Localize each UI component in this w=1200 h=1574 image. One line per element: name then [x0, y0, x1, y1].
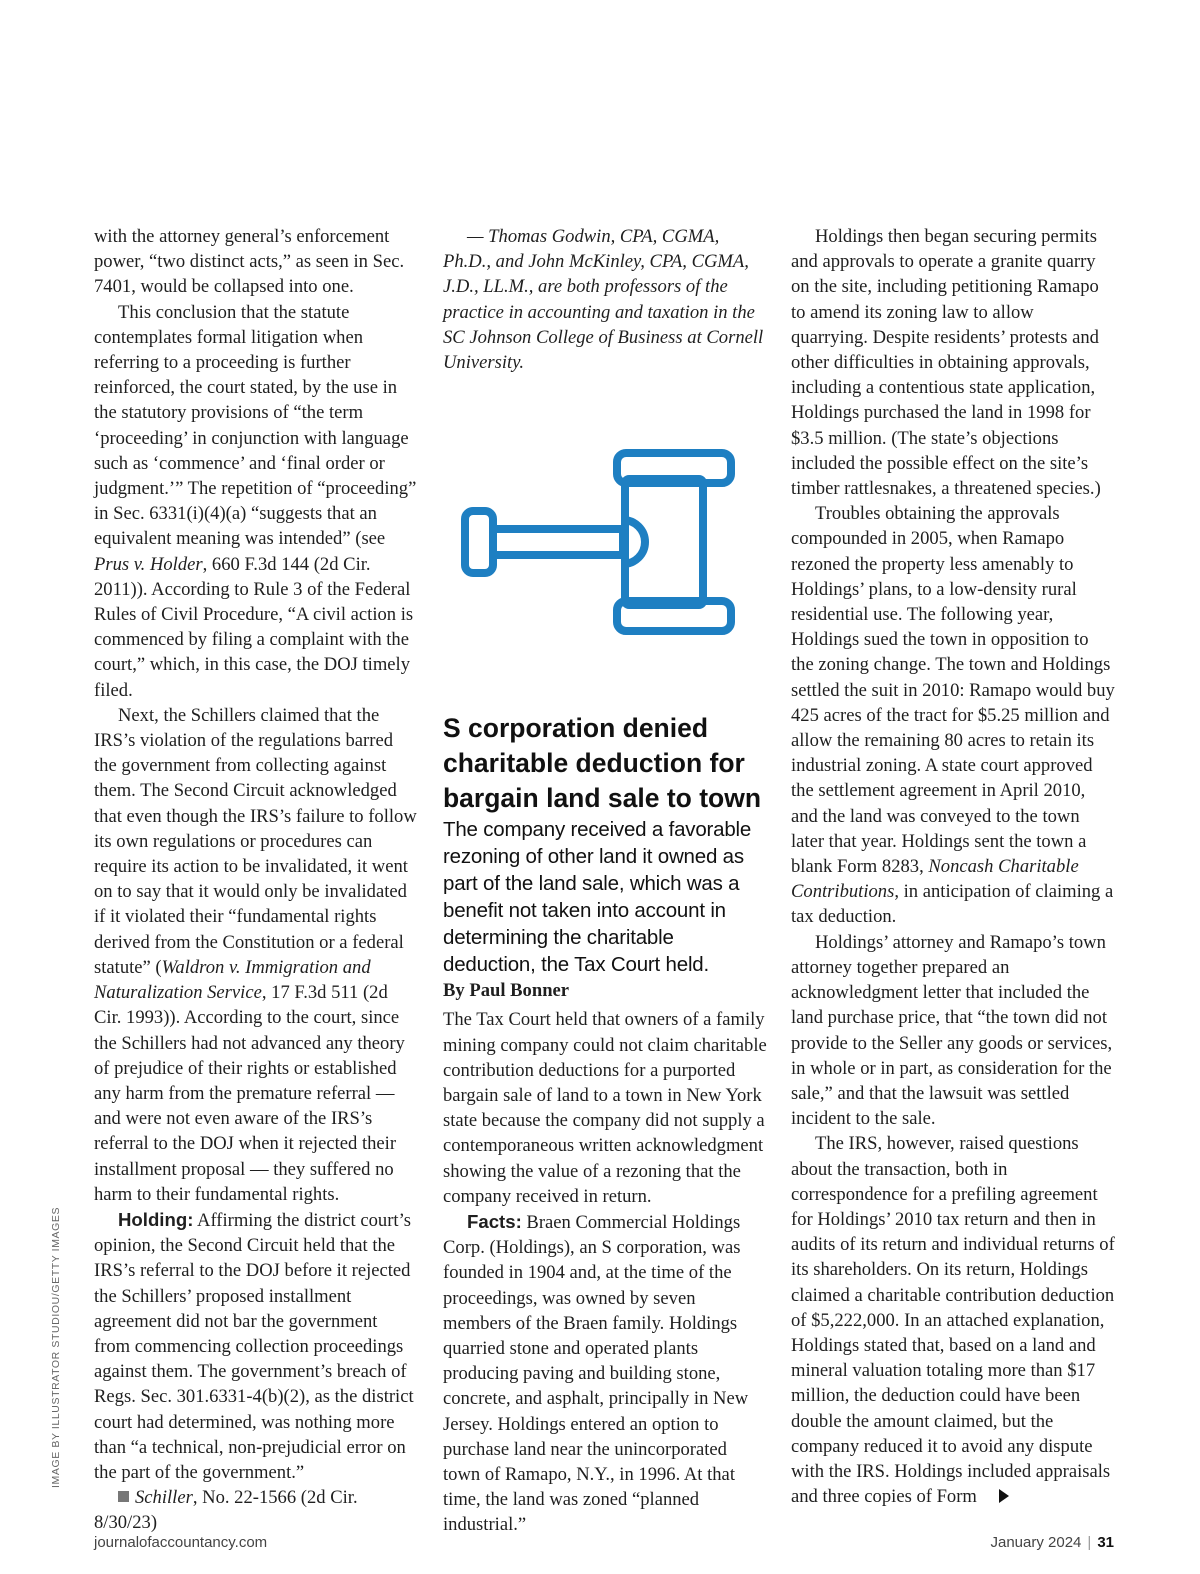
page-number: 31: [1097, 1534, 1114, 1551]
col1-paragraph-1: with the attorney general’s enforcement power, “two distinct acts,” as seen in Sec. 7401, would be collapsed into one.: [94, 226, 405, 298]
gavel-icon: [451, 447, 751, 647]
case-name-prus: Prus v. Holder: [94, 553, 203, 575]
facts-label: Facts:: [467, 1211, 522, 1233]
column-2: [443, 224, 767, 1538]
article-deck: The company received a favorable rezoning of other land it owned as part of the land sale, which was a benefit not taken into account in determining the charitable deduction, the Tax Court held.: [443, 818, 752, 977]
holding-label: Holding:: [118, 1208, 194, 1230]
col3-paragraph-2: Troubles obtaining the approvals compounded in 2005, when Ramapo rezoned the property less amenably to Holdings’ plans, to a low-density rural residential use. The following year, Holdings sued the town in opposition to the zoning change. The town and Holdings settled the suit in 2010: Ramapo would buy 425 acres of the tract for $5.25 million and allow the remaining 80 acres to retain its industrial zoning. A state court approved the settlement agreement in April 2010, and the land was conveyed to the town later that year. Holdings sent the town a blank Form 8283, Noncash Charitable Contributions, in anticipation of claiming a tax deduction.: [791, 503, 1115, 928]
col1-paragraph-2: This conclusion that the statute contemplates formal litigation when referring to a proceeding is further reinforced, the court stated, by the use in the statutory provisions of “the term ‘proceeding’ in conjunction with language such as ‘commence’ and ‘final order or judgment.’” The repetition of “proceeding” in Sec. 6331(i)(4)(a) “suggests that an equivalent meaning was intended” (see Prus v. Holder, 660 F.3d 144 (2d Cir. 2011)). According to Rule 3 of the Federal Rules of Civil Procedure, “A civil action is commenced by filing a complaint with the court,” which, in this case, the DOJ timely filed.: [94, 301, 417, 701]
col1-paragraph-3: Next, the Schillers claimed that the IRS’s violation of the regulations barred the government from collecting against them. The Second Circuit acknowledged that even though the IRS’s failure to follow its own regulations or procedures can require its action to be invalidated, it went on to say that it would only be invalidated if it violated their “fundamental rights derived from the Constitution or a federal statute” (Waldron v. Immigration and Naturalization Service, 17 F.3d 511 (2d Cir. 1993)). According to the court, since the Schillers had not advanced any theory of prejudice of their rights or established any harm from the premature referral — and were not even aware of the IRS’s referral to the DOJ when it rejected their installment proposal — they suffered no harm to their fundamental rights.: [94, 704, 417, 1205]
col3-paragraph-3: Holdings’ attorney and Ramapo’s town attorney together prepared an acknowledgment letter that included the land purchase price, that “the town did not provide to the Seller any goods or services, in whole or in part, as consideration for the sale,” and that the lawsuit was settled incident to the sale.: [791, 931, 1113, 1130]
continue-arrow-icon: [999, 1489, 1009, 1503]
image-credit: IMAGE BY ILLUSTRATOR STUDIOU/GETTY IMAGES: [50, 1206, 62, 1488]
case-name-schiller: Schiller: [135, 1487, 193, 1509]
col2-paragraph-1: The Tax Court held that owners of a family mining company could not claim charitable contribution deductions for a purported bargain sale of land to a town in New York state because the company did not supply a contemporaneous written acknowledgment showing the value of a rezoning that the company received in return.: [443, 1009, 767, 1207]
holding-paragraph: Holding: Affirming the district court’s opinion, the Second Circuit held that the IRS’s referral to the DOJ before it rejected the Schillers’ proposed installment agreement did not bar the government from commencing collection proceedings against them. The government’s breach of Regs. Sec. 301.6331-4(b)(2), as the district court had determined, was nothing more than “a technical, non-prejudicial error on the part of the government.”: [94, 1208, 414, 1483]
end-square-icon: [118, 1491, 129, 1502]
footer-date-page: [991, 1534, 1115, 1551]
byline: By Paul Bonner: [443, 980, 570, 1002]
author-bio: — Thomas Godwin, CPA, CGMA, Ph.D., and John McKinley, CPA, CGMA, J.D., LL.M., are both professors of the practice in accounting and taxation in the SC Johnson College of Business at Cornell University.: [443, 226, 764, 374]
case-citation: Schiller, No. 22-1566 (2d Cir. 8/30/23): [94, 1487, 358, 1534]
footer-website: journalofaccountancy.com: [94, 1534, 268, 1551]
footer-divider: |: [1087, 1534, 1092, 1551]
form-title: Noncash Charitable Contributions: [791, 856, 1079, 903]
facts-paragraph: Facts: Braen Commercial Holdings Corp. (Holdings), an S corporation, was founded in 1904 and, at the time of the proceedings, was owned by seven members of the Braen family. Holdings quarried stone and operated plants producing paving and building stone, concrete, and asphalt, principally in New Jersey. Holdings entered an option to purchase land near the unincorporated town of Ramapo, N.Y., in 1996. At that time, the land was zoned “planned industrial.”: [443, 1211, 749, 1536]
column-1: [94, 224, 418, 1536]
footer-date: January 2024: [990, 1534, 1082, 1551]
column-3: [791, 224, 1115, 1509]
case-name-waldron: Waldron v. Immigration and Naturalization Service: [94, 956, 371, 1004]
col3-paragraph-4: The IRS, however, raised questions about the transaction, both in correspondence for a prefiling agreement for Holdings’ 2010 tax return and then in audits of its return and individual returns of its shareholders. On its return, Holdings claimed a charitable contribution deduction of $5,222,000. In an attached explanation, Holdings stated that, based on a land and mineral valuation totaling more than $17 million, the deduction could have been double the amount claimed, but the company reduced it to avoid any dispute with the IRS. Holdings included appraisals and three copies of Form: [791, 1133, 1115, 1508]
col3-paragraph-1: Holdings then began securing permits and approvals to operate a granite quarry on the site, including petitioning Ramapo to amend its zoning law to allow quarrying. Despite residents’ protests and other difficulties in obtaining approvals, including a contentious state application, Holdings purchased the land in 1998 for $3.5 million. (The state’s objections included the possible effect on the site’s timber rattlesnakes, a threatened species.): [791, 226, 1101, 500]
article-headline: S corporation denied charitable deduction for bargain land sale to town: [443, 713, 762, 814]
